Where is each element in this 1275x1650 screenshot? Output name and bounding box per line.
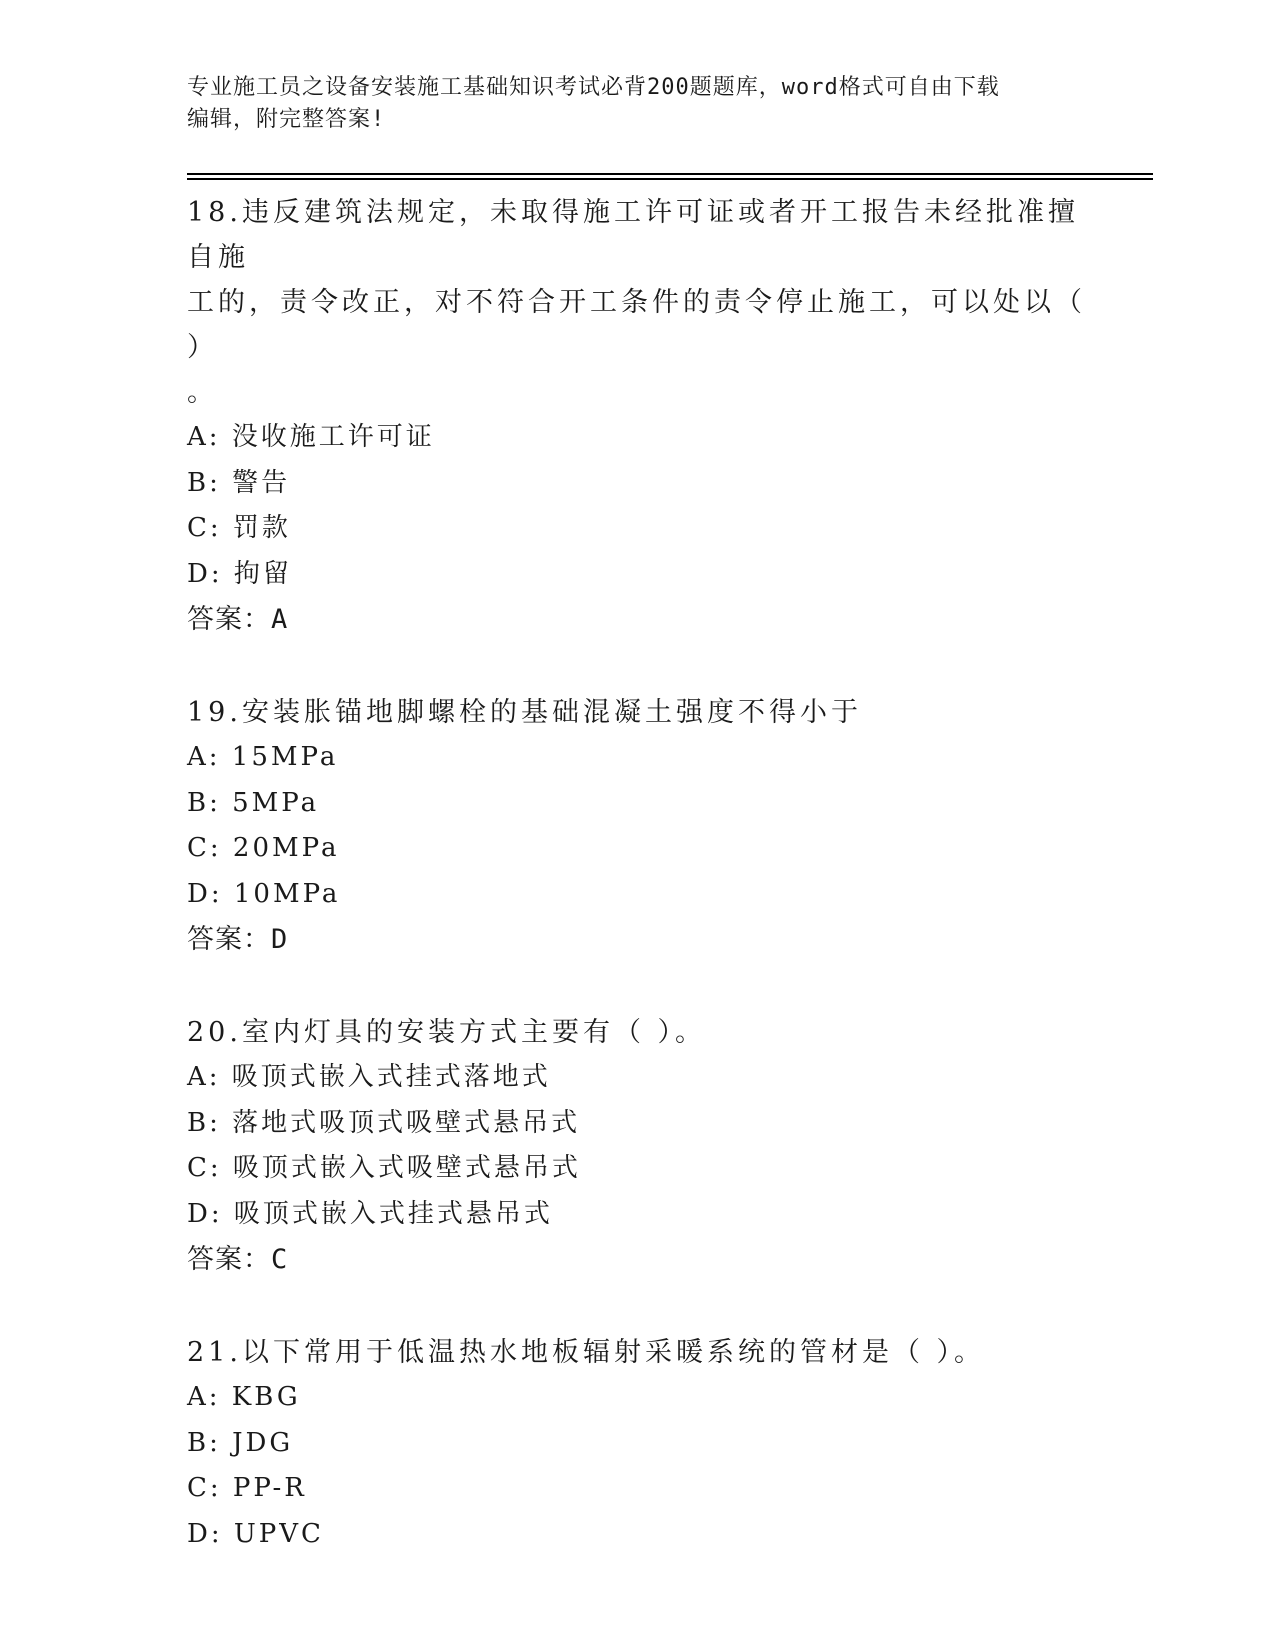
answer-label: 答案：D (187, 924, 289, 955)
option-c: C: PP-R (187, 1473, 307, 1503)
question-spacer (187, 1282, 1087, 1330)
option-a: A: 没收施工许可证 (187, 422, 435, 452)
option-c: C: 罚款 (187, 513, 291, 543)
option-b: B: 5MPa (187, 787, 320, 818)
question-19 (187, 690, 1087, 962)
question-list (187, 190, 1087, 1557)
option-d: D: UPVC (187, 1518, 324, 1549)
question-spacer (187, 642, 1087, 690)
answer-label: 答案：C (187, 1244, 289, 1275)
option-b: B: 落地式吸顶式吸壁式悬吊式 (187, 1107, 581, 1138)
question-stem-line: 19.安装胀锚地脚螺栓的基础混凝土强度不得小于 (187, 697, 862, 728)
question-20 (187, 1010, 1087, 1282)
question-18 (187, 190, 1087, 642)
option-b: B: 警告 (187, 467, 291, 498)
question-21 (187, 1330, 1087, 1557)
option-c: C: 吸顶式嵌入式吸壁式悬吊式 (187, 1153, 581, 1183)
document-header (187, 72, 1067, 136)
question-stem-line: 20.室内灯具的安装方式主要有（ ）。 (187, 1017, 707, 1048)
option-d: D: 吸顶式嵌入式挂式悬吊式 (187, 1198, 553, 1229)
option-a: A: 吸顶式嵌入式挂式落地式 (187, 1062, 551, 1092)
question-spacer (187, 962, 1087, 1010)
option-c: C: 20MPa (187, 833, 340, 863)
header-rule-top (187, 173, 1153, 175)
answer-label: 答案：A (187, 604, 289, 635)
option-b: B: JDG (187, 1427, 294, 1458)
option-d: D: 拘留 (187, 558, 292, 589)
header-rule-bottom (187, 178, 1153, 180)
option-a: A: 15MPa (187, 742, 339, 772)
option-a: A: KBG (187, 1382, 301, 1412)
question-stem-line: 工的，责令改正，对不符合开工条件的责令停止施工，可以处以（ ） (187, 287, 1086, 363)
question-stem-line: 18.违反建筑法规定，未取得施工许可证或者开工报告未经批准擅自施 (187, 197, 1079, 273)
header-line-2: 编辑，附完整答案! (187, 107, 386, 132)
question-stem-line: 21.以下常用于低温热水地板辐射采暖系统的管材是（ ）。 (187, 1337, 986, 1368)
header-line-1: 专业施工员之设备安装施工基础知识考试必背200题题库，word格式可自由下载 (187, 75, 1000, 100)
question-stem-line: 。 (187, 377, 218, 408)
option-d: D: 10MPa (187, 878, 341, 909)
